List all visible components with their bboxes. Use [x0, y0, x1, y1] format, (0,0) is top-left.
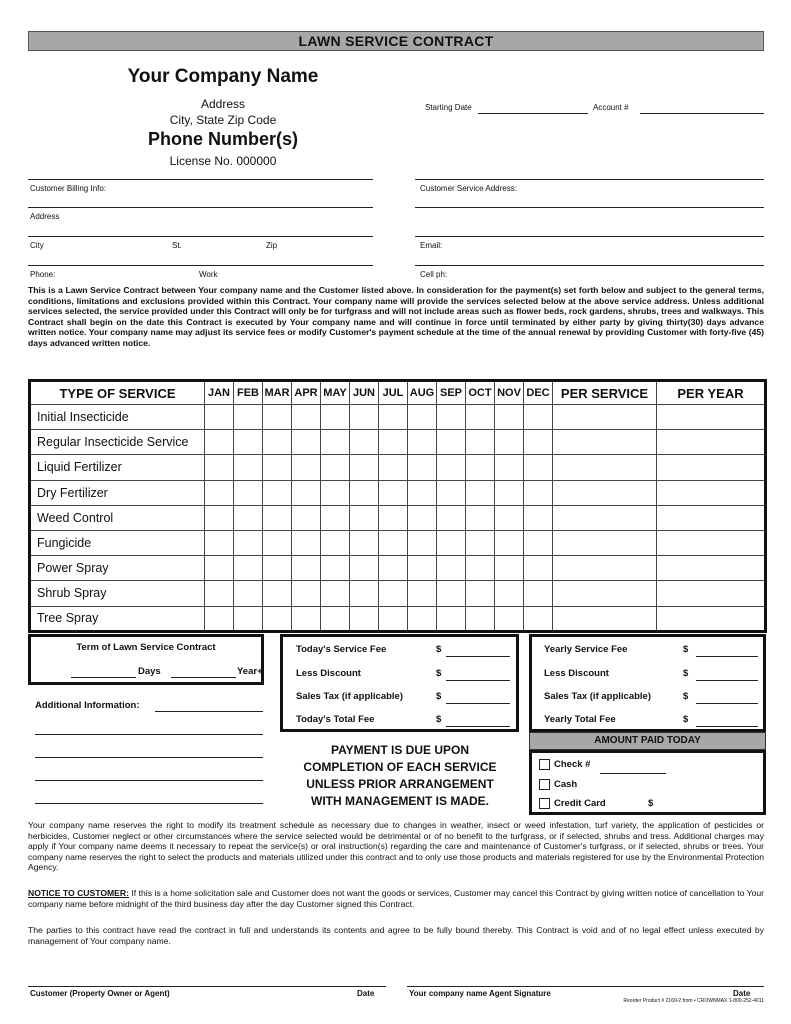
starting-date-field[interactable]: [478, 113, 588, 114]
month-cell[interactable]: [205, 430, 234, 455]
header-per-year: PER YEAR: [657, 381, 766, 405]
email-label: Email:: [420, 241, 443, 250]
month-cell[interactable]: [437, 480, 466, 505]
month-cell[interactable]: [466, 430, 495, 455]
yearly-discount-label: Less Discount: [544, 668, 609, 679]
month-cell[interactable]: [466, 405, 495, 430]
month-cell[interactable]: [379, 556, 408, 581]
cash-checkbox[interactable]: [539, 779, 550, 790]
month-cell[interactable]: [292, 480, 321, 505]
payment-due-line-2: COMPLETION OF EACH SERVICE: [303, 760, 497, 774]
month-cell[interactable]: [437, 405, 466, 430]
month-cell[interactable]: [350, 480, 379, 505]
company-name: Your Company Name: [127, 66, 319, 87]
month-cell[interactable]: [350, 606, 379, 631]
yearly-discount-field[interactable]: [696, 680, 758, 681]
month-cell[interactable]: [437, 430, 466, 455]
yearly-total-label: Yearly Total Fee: [544, 714, 616, 725]
term-year-label: Year+: [237, 666, 263, 677]
cash-option[interactable]: [539, 779, 577, 790]
service-name: Liquid Fertilizer: [30, 455, 205, 480]
service-row: [30, 505, 766, 530]
today-total-label: Today's Total Fee: [296, 714, 375, 725]
month-cell[interactable]: [495, 581, 524, 606]
service-row: [30, 455, 766, 480]
per-service-cell[interactable]: [553, 505, 657, 530]
term-year-field[interactable]: [171, 677, 236, 678]
yearly-service-fee-field[interactable]: [696, 656, 758, 657]
month-cell[interactable]: [292, 581, 321, 606]
additional-info-label: Additional Information:: [35, 700, 140, 711]
month-cell[interactable]: [408, 556, 437, 581]
billing-work-label: Work: [199, 270, 218, 279]
month-cell[interactable]: [292, 430, 321, 455]
check-option[interactable]: [539, 759, 590, 770]
month-cell[interactable]: [263, 505, 292, 530]
cell-label: Cell ph:: [420, 270, 448, 279]
today-tax-field[interactable]: [446, 703, 510, 704]
month-cell[interactable]: [495, 606, 524, 631]
customer-date-label: Date: [357, 989, 375, 998]
month-cell[interactable]: [234, 455, 263, 480]
billing-address-label: Address: [30, 212, 60, 221]
month-cell[interactable]: [350, 455, 379, 480]
today-tax-label: Sales Tax (if applicable): [296, 691, 404, 702]
reorder-notice: Reorder Product # 2169-2 from • CROWNMAX 1-800-252-4011: [623, 998, 764, 1004]
notice-paragraph: [28, 888, 764, 909]
header-feb: FEB: [234, 381, 263, 405]
month-cell[interactable]: [350, 405, 379, 430]
month-cell[interactable]: [263, 556, 292, 581]
service-row: [30, 556, 766, 581]
month-cell[interactable]: [379, 430, 408, 455]
month-cell[interactable]: [524, 606, 553, 631]
month-cell[interactable]: [524, 556, 553, 581]
month-cell[interactable]: [263, 530, 292, 555]
payment-due-line-3: UNLESS PRIOR ARRANGEMENT: [306, 777, 494, 791]
month-cell[interactable]: [437, 530, 466, 555]
additional-info-line-3[interactable]: [35, 757, 263, 758]
month-cell[interactable]: [466, 606, 495, 631]
payment-due-line-4: WITH MANAGEMENT IS MADE.: [311, 794, 489, 808]
service-row: [30, 530, 766, 555]
month-cell[interactable]: [495, 430, 524, 455]
yearly-tax-field[interactable]: [696, 703, 758, 704]
month-cell[interactable]: [437, 581, 466, 606]
service-table-header: [30, 381, 766, 405]
terms-paragraph: Your company name reserves the right to modify its treatment schedule as necessary due to changes in weather, insect or weed infestation, turf variety, the application of pesticides or herbicides, Customer neglect or other circumstances where the service selected would be detrimental or of no benefit to the turfgrass, or if selected, shrubs and tress. Additional charges may apply if Your company name deems it necessary to repeat the service(s) or oral instruction(s) regarding the care and maintenance of Customer's turfgrass, or if selected, shrubs or trees. Your company name reserves the right to select the products and materials utilized under this contract and to only use those products and materials registered for use by the Environmental Protection Agency.: [28, 820, 764, 873]
month-cell[interactable]: [350, 556, 379, 581]
service-name: Regular Insecticide Service: [30, 430, 205, 455]
billing-st-label: St.: [172, 241, 182, 250]
term-days-field[interactable]: [71, 677, 136, 678]
today-service-fee-field[interactable]: [446, 656, 510, 657]
month-cell[interactable]: [437, 505, 466, 530]
month-cell[interactable]: [205, 530, 234, 555]
per-year-cell[interactable]: [657, 505, 766, 530]
customer-signature-label: Customer (Property Owner or Agent): [30, 989, 170, 998]
month-cell[interactable]: [205, 606, 234, 631]
month-cell[interactable]: [321, 430, 350, 455]
month-cell[interactable]: [495, 530, 524, 555]
month-cell[interactable]: [495, 455, 524, 480]
month-cell[interactable]: [292, 405, 321, 430]
billing-city-label: City: [30, 241, 44, 250]
per-year-cell[interactable]: [657, 606, 766, 631]
additional-info-line-2[interactable]: [35, 734, 263, 735]
starting-date-label: Starting Date: [425, 103, 472, 112]
payment-due-line-1: PAYMENT IS DUE UPON: [330, 743, 470, 757]
month-cell[interactable]: [263, 581, 292, 606]
month-cell[interactable]: [379, 581, 408, 606]
month-cell[interactable]: [292, 530, 321, 555]
header-jun: JUN: [350, 381, 379, 405]
month-cell[interactable]: [321, 505, 350, 530]
month-cell[interactable]: [292, 455, 321, 480]
month-cell[interactable]: [408, 405, 437, 430]
per-service-cell[interactable]: [553, 581, 657, 606]
company-address: Address: [200, 97, 246, 111]
contract-title: LAWN SERVICE CONTRACT: [28, 31, 764, 51]
credit-card-currency: $: [648, 798, 654, 809]
today-discount-field[interactable]: [446, 680, 510, 681]
month-cell[interactable]: [205, 505, 234, 530]
notice-text: If this is a home solicitation sale and Customer does not want the goods or services, Customer may cancel this Contract by giving written notice of cancellation to Your company name before midnight of the third business day after the day Customer signed this Contract.: [28, 888, 764, 909]
billing-zip-label: Zip: [266, 241, 278, 250]
per-service-cell[interactable]: [553, 556, 657, 581]
today-total-currency: $: [436, 714, 442, 725]
per-year-cell[interactable]: [657, 455, 766, 480]
header-sep: SEP: [437, 381, 466, 405]
per-service-cell[interactable]: [553, 405, 657, 430]
month-cell[interactable]: [205, 455, 234, 480]
per-year-cell[interactable]: [657, 530, 766, 555]
month-cell[interactable]: [379, 480, 408, 505]
per-service-cell[interactable]: [553, 455, 657, 480]
service-table: [28, 379, 767, 633]
month-cell[interactable]: [321, 480, 350, 505]
month-cell[interactable]: [234, 480, 263, 505]
company-city-state-zip: City, State Zip Code: [169, 113, 277, 127]
yearly-fees-box: [529, 634, 766, 732]
month-cell[interactable]: [437, 556, 466, 581]
per-year-cell[interactable]: [657, 556, 766, 581]
month-cell[interactable]: [321, 606, 350, 631]
month-cell[interactable]: [379, 455, 408, 480]
service-name: Weed Control: [30, 505, 205, 530]
month-cell[interactable]: [408, 430, 437, 455]
header-aug: AUG: [408, 381, 437, 405]
yearly-total-currency: $: [683, 714, 689, 725]
today-fees-box: [280, 634, 519, 732]
agent-signature-label: Your company name Agent Signature: [409, 989, 551, 998]
credit-card-option[interactable]: [539, 798, 606, 809]
today-tax-currency: $: [436, 691, 442, 702]
per-year-cell[interactable]: [657, 430, 766, 455]
month-cell[interactable]: [408, 606, 437, 631]
service-name: Power Spray: [30, 556, 205, 581]
billing-info-label: Customer Billing Info:: [30, 184, 107, 193]
month-cell[interactable]: [205, 480, 234, 505]
month-cell[interactable]: [466, 556, 495, 581]
service-name: Fungicide: [30, 530, 205, 555]
billing-address-line[interactable]: [28, 236, 373, 237]
check-checkbox[interactable]: [539, 759, 550, 770]
service-name: Initial Insecticide: [30, 405, 205, 430]
cash-label: Cash: [554, 779, 578, 791]
billing-city-line[interactable]: [28, 265, 373, 266]
month-cell[interactable]: [234, 530, 263, 555]
service-name: Tree Spray: [30, 606, 205, 631]
service-row: [30, 430, 766, 455]
month-cell[interactable]: [263, 405, 292, 430]
month-cell[interactable]: [379, 606, 408, 631]
service-row: [30, 480, 766, 505]
customer-signature-line[interactable]: [28, 986, 386, 987]
month-cell[interactable]: [437, 606, 466, 631]
month-cell[interactable]: [205, 405, 234, 430]
month-cell[interactable]: [321, 455, 350, 480]
month-cell[interactable]: [321, 556, 350, 581]
agreement-paragraph: The parties to this contract have read the contract in full and understands its contents and agree to be fully bound thereby. This Contract is void and of no legal effect unless executed by management of Your company name.: [28, 925, 764, 946]
month-cell[interactable]: [408, 480, 437, 505]
company-phone: Phone Number(s): [147, 129, 298, 149]
intro-paragraph: This is a Lawn Service Contract between Your company name and the Customer listed above. In consideration for the payment(s) set forth below and subject to the general terms, conditions, limitations and exclusions provided within this Contract. Your company name will provide the services selected below at the above service address. Unless additional services selected, the service provided under this Contract will only be for turfgrass and will not include areas such as flower beds, rock gardens, shrubs, trees and walkways. This Contract shall begin on the date this Contract is executed by Your company name and will continue in force until terminated by either party by giving thirty(30) days advance written notice. Your company name may adjust its service fees or modify Customer's payment schedule at the time of the annual renewal by providing Customer with forty-five (45) days advanced written notice.: [28, 285, 764, 348]
header-apr: APR: [292, 381, 321, 405]
service-address-line-2[interactable]: [415, 236, 764, 237]
notice-label: NOTICE TO CUSTOMER:: [28, 888, 129, 898]
header-may: MAY: [321, 381, 350, 405]
month-cell[interactable]: [524, 455, 553, 480]
month-cell[interactable]: [495, 505, 524, 530]
month-cell[interactable]: [321, 581, 350, 606]
month-cell[interactable]: [524, 405, 553, 430]
month-cell[interactable]: [234, 556, 263, 581]
today-discount-currency: $: [436, 668, 442, 679]
email-line[interactable]: [415, 265, 764, 266]
month-cell[interactable]: [292, 606, 321, 631]
service-row: [30, 581, 766, 606]
month-cell[interactable]: [437, 455, 466, 480]
per-year-cell[interactable]: [657, 405, 766, 430]
month-cell[interactable]: [466, 455, 495, 480]
term-title: Term of Lawn Service Contract: [76, 642, 216, 653]
term-days-label: Days: [138, 666, 161, 677]
header-jul: JUL: [379, 381, 408, 405]
per-service-cell[interactable]: [553, 530, 657, 555]
header-type-of-service: TYPE OF SERVICE: [30, 381, 205, 405]
today-service-fee-currency: $: [436, 644, 442, 655]
payment-method-box: [529, 750, 766, 815]
today-service-fee-label: Today's Service Fee: [296, 644, 387, 655]
month-cell[interactable]: [263, 430, 292, 455]
month-cell[interactable]: [408, 530, 437, 555]
yearly-discount-currency: $: [683, 668, 689, 679]
month-cell[interactable]: [379, 405, 408, 430]
month-cell[interactable]: [321, 530, 350, 555]
per-year-cell[interactable]: [657, 581, 766, 606]
month-cell[interactable]: [466, 530, 495, 555]
per-year-cell[interactable]: [657, 480, 766, 505]
month-cell[interactable]: [350, 530, 379, 555]
month-cell[interactable]: [408, 505, 437, 530]
additional-info-line-1[interactable]: [155, 711, 263, 712]
service-row: [30, 606, 766, 631]
service-name: Dry Fertilizer: [30, 480, 205, 505]
additional-info-line-5[interactable]: [35, 803, 263, 804]
month-cell[interactable]: [466, 505, 495, 530]
agent-signature-line[interactable]: [407, 986, 764, 987]
account-field[interactable]: [640, 113, 764, 114]
account-label: Account #: [593, 103, 629, 112]
month-cell[interactable]: [408, 581, 437, 606]
payment-due-notice: [280, 742, 520, 810]
month-cell[interactable]: [234, 430, 263, 455]
per-service-cell[interactable]: [553, 606, 657, 631]
service-address-line[interactable]: [415, 207, 764, 208]
check-number-field[interactable]: [600, 773, 666, 774]
billing-info-line[interactable]: [28, 207, 373, 208]
service-row: [30, 405, 766, 430]
credit-card-checkbox[interactable]: [539, 798, 550, 809]
month-cell[interactable]: [234, 581, 263, 606]
month-cell[interactable]: [524, 430, 553, 455]
month-cell[interactable]: [350, 581, 379, 606]
month-cell[interactable]: [205, 556, 234, 581]
month-cell[interactable]: [379, 530, 408, 555]
month-cell[interactable]: [234, 405, 263, 430]
billing-top-line: [28, 179, 373, 180]
per-service-cell[interactable]: [553, 480, 657, 505]
month-cell[interactable]: [495, 405, 524, 430]
yearly-tax-label: Sales Tax (if applicable): [544, 691, 652, 702]
month-cell[interactable]: [292, 505, 321, 530]
term-box: [28, 634, 264, 685]
yearly-tax-currency: $: [683, 691, 689, 702]
month-cell[interactable]: [292, 556, 321, 581]
additional-info-line-4[interactable]: [35, 780, 263, 781]
today-total-field[interactable]: [446, 726, 510, 727]
billing-phone-label: Phone:: [30, 270, 56, 279]
month-cell[interactable]: [466, 480, 495, 505]
month-cell[interactable]: [466, 581, 495, 606]
header-nov: NOV: [495, 381, 524, 405]
month-cell[interactable]: [263, 606, 292, 631]
header-per-service: PER SERVICE: [553, 381, 657, 405]
month-cell[interactable]: [408, 455, 437, 480]
month-cell[interactable]: [495, 480, 524, 505]
month-cell[interactable]: [524, 530, 553, 555]
service-name: Shrub Spray: [30, 581, 205, 606]
agent-date-label: Date: [733, 989, 751, 998]
credit-card-label: Credit Card: [554, 798, 606, 810]
month-cell[interactable]: [205, 581, 234, 606]
month-cell[interactable]: [263, 455, 292, 480]
month-cell[interactable]: [321, 405, 350, 430]
today-discount-label: Less Discount: [296, 668, 361, 679]
header-oct: OCT: [466, 381, 495, 405]
month-cell[interactable]: [524, 505, 553, 530]
service-address-label: Customer Service Address:: [420, 184, 517, 193]
yearly-service-fee-currency: $: [683, 644, 689, 655]
month-cell[interactable]: [379, 505, 408, 530]
company-license: License No. 000000: [169, 154, 277, 168]
amount-paid-today-header: AMOUNT PAID TODAY: [529, 732, 766, 750]
month-cell[interactable]: [234, 505, 263, 530]
header-jan: JAN: [205, 381, 234, 405]
check-label: Check #: [554, 759, 591, 771]
header-mar: MAR: [263, 381, 292, 405]
service-top-line: [415, 179, 764, 180]
month-cell[interactable]: [524, 581, 553, 606]
yearly-service-fee-label: Yearly Service Fee: [544, 644, 628, 655]
month-cell[interactable]: [350, 505, 379, 530]
header-dec: DEC: [524, 381, 553, 405]
month-cell[interactable]: [234, 606, 263, 631]
month-cell[interactable]: [495, 556, 524, 581]
per-service-cell[interactable]: [553, 430, 657, 455]
month-cell[interactable]: [350, 430, 379, 455]
yearly-total-field[interactable]: [696, 726, 758, 727]
month-cell[interactable]: [524, 480, 553, 505]
month-cell[interactable]: [263, 480, 292, 505]
